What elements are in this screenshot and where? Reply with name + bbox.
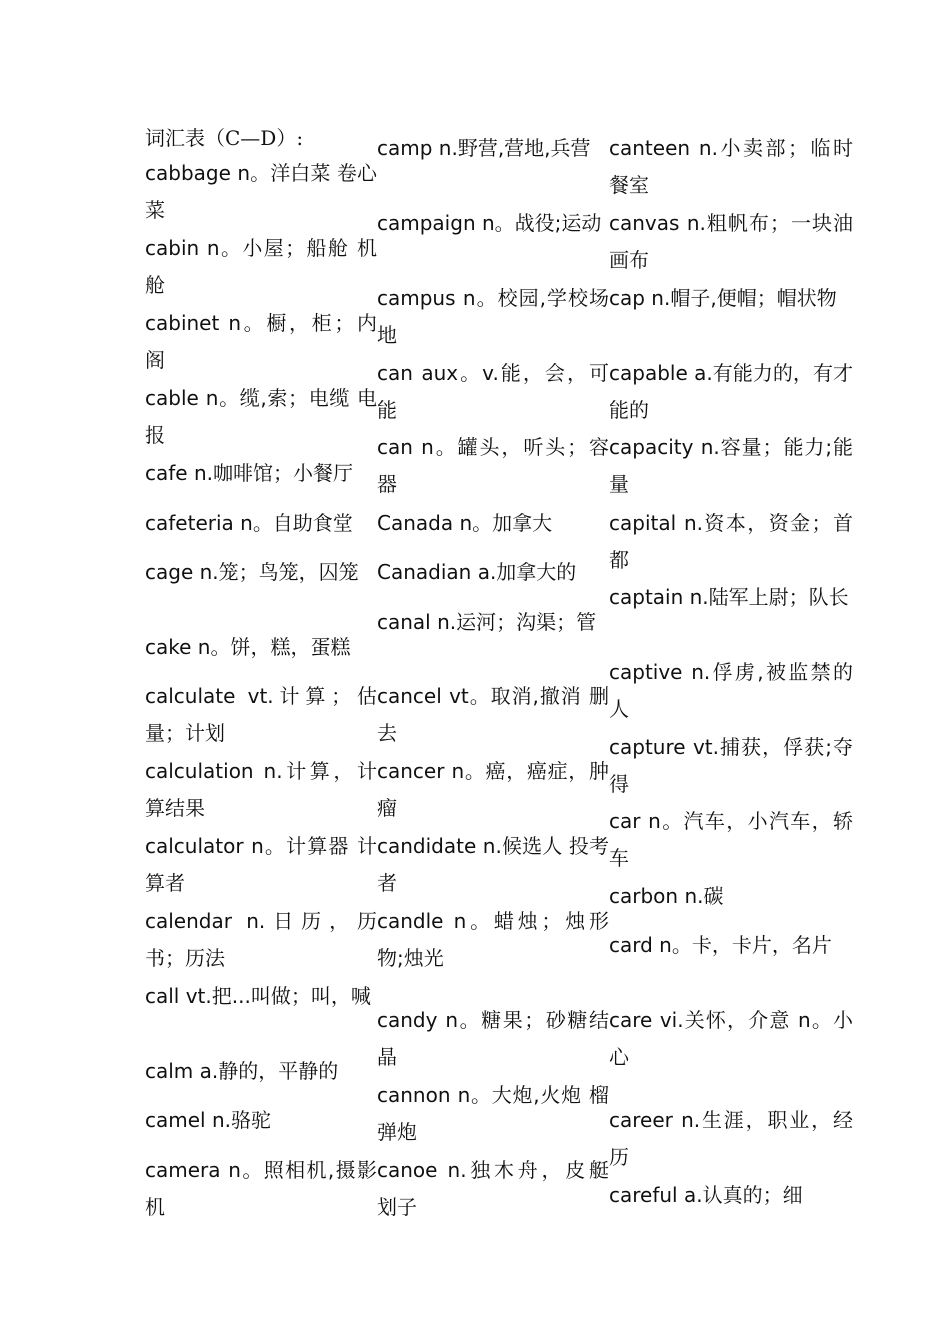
vocab-entry: calm a.静的，平静的 <box>145 1059 339 1083</box>
vocab-entry: capacity n.容量；能力;能量 <box>609 435 853 496</box>
vocab-entry: cap n.帽子,便帽；帽状物 <box>609 286 837 310</box>
vocab-entry: can aux。v.能，会，可能 <box>377 361 609 422</box>
vocab-entry: careful a.认真的；细 <box>609 1183 803 1207</box>
vocab-entry: care vi.关怀，介意 n。小心 <box>609 1008 853 1069</box>
vocab-entry: captain n.陆军上尉；队长 <box>609 585 849 609</box>
vocab-entry: cable n。缆,索；电缆 电报 <box>145 386 377 447</box>
vocab-entry: cake n。饼，糕，蛋糕 <box>145 635 351 659</box>
vocab-entry: cancer n。癌，癌症，肿瘤 <box>377 759 609 820</box>
vocab-entry: Canada n。加拿大 <box>377 511 553 535</box>
vocab-entry: camp n.野营,营地,兵营 <box>377 136 591 160</box>
vocab-entry: candy n。糖果；砂糖结晶 <box>377 1008 609 1069</box>
vocab-entry: canoe n.独木舟，皮艇 划子 <box>377 1158 609 1219</box>
vocabulary-heading: 词汇表（C—D）: <box>145 126 304 150</box>
vocab-entry: can n。罐头，听头；容器 <box>377 435 609 496</box>
vocab-entry: cage n.笼；鸟笼，囚笼 <box>145 560 359 584</box>
vocab-entry: candidate n.候选人 投考者 <box>377 834 609 895</box>
vocab-entry: campus n。校园,学校场地 <box>377 286 609 347</box>
vocab-entry: calendar n.日历，历书；历法 <box>145 909 377 970</box>
vocab-entry: cabbage n。洋白菜 卷心菜 <box>145 161 377 222</box>
vocab-entry: camel n.骆驼 <box>145 1108 271 1132</box>
vocab-entry: Canadian a.加拿大的 <box>377 560 577 584</box>
vocab-entry: career n.生涯，职业，经历 <box>609 1108 853 1169</box>
vocab-entry: captive n.俘虏,被监禁的人 <box>609 660 853 721</box>
vocab-entry: candle n。蜡烛；烛形物;烛光 <box>377 909 609 970</box>
vocab-entry: calculator n。计算器 计算者 <box>145 834 377 895</box>
vocab-entry: cabinet n。橱，柜；内阁 <box>145 311 377 372</box>
vocab-entry: card n。卡，卡片，名片 <box>609 933 832 957</box>
vocab-entry: calculation n.计算，计算结果 <box>145 759 377 820</box>
vocab-entry: campaign n。战役;运动 <box>377 211 602 235</box>
vocab-entry: car n。汽车，小汽车，轿车 <box>609 809 853 870</box>
vocab-entry: capable a.有能力的，有才能的 <box>609 361 853 422</box>
vocab-entry: capture vt.捕获，俘获;夺得 <box>609 735 853 796</box>
vocab-entry: cabin n。小屋；船舱 机舱 <box>145 236 377 297</box>
vocab-entry: cancel vt。取消,撤消 删去 <box>377 684 609 745</box>
vocab-entry: camera n。照相机,摄影机 <box>145 1158 377 1219</box>
vocab-entry: calculate vt.计算；估量；计划 <box>145 684 377 745</box>
vocab-entry: cannon n。大炮,火炮 榴弹炮 <box>377 1083 609 1144</box>
vocab-entry: cafeteria n。自助食堂 <box>145 511 353 535</box>
vocab-entry: canvas n.粗帆布；一块油画布 <box>609 211 853 272</box>
vocab-entry: canal n.运河；沟渠；管 <box>377 610 597 634</box>
vocab-entry: carbon n.碳 <box>609 884 724 908</box>
vocab-entry: canteen n.小卖部；临时餐室 <box>609 136 853 197</box>
vocab-entry: capital n.资本，资金；首都 <box>609 511 853 572</box>
vocab-entry: cafe n.咖啡馆；小餐厅 <box>145 461 353 485</box>
vocab-entry: call vt.把...叫做；叫，喊 <box>145 984 371 1008</box>
